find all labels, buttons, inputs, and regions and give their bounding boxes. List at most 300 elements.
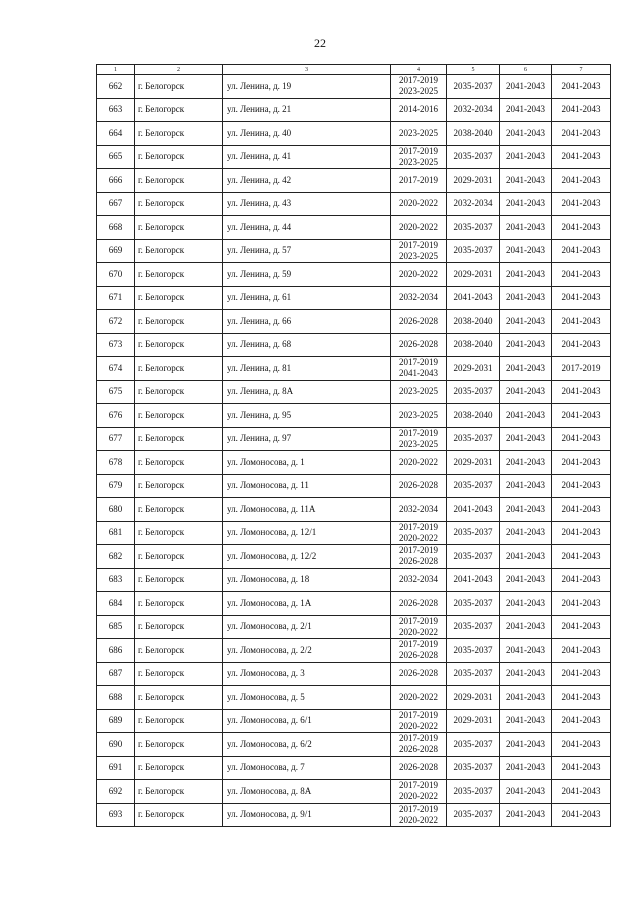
period-col6-cell: 2041-2043 [500,239,552,263]
period-line: 2020-2022 [399,268,438,279]
table-row [97,98,611,122]
period-col5-cell: 2035-2037 [447,803,500,827]
period-col7-cell: 2041-2043 [552,263,611,287]
period-line: 2023-2025 [399,386,438,397]
city-cell: г. Белогорск [135,380,223,404]
table-row [97,263,611,287]
address-cell: ул. Ленина, д. 21 [223,98,391,122]
city-cell: г. Белогорск [135,803,223,827]
period-line: 2026-2028 [399,650,438,661]
period-col4-cell [391,521,447,545]
city-cell: г. Белогорск [135,216,223,240]
row-number: 676 [97,404,135,428]
period-col6-cell: 2041-2043 [500,122,552,146]
table-row [97,662,611,686]
period-col4-cell [391,756,447,780]
period-col7-cell: 2041-2043 [552,75,611,99]
table-row [97,192,611,216]
period-col7-cell: 2041-2043 [552,98,611,122]
period-col5-cell: 2038-2040 [447,404,500,428]
period-col6-cell: 2041-2043 [500,333,552,357]
table-row [97,216,611,240]
address-cell: ул. Ломоносова, д. 9/1 [223,803,391,827]
period-col4-cell [391,98,447,122]
period-line: 2032-2034 [399,503,438,514]
period-col4-cell [391,239,447,263]
column-header: 6 [500,65,552,75]
period-col7-cell: 2041-2043 [552,333,611,357]
row-number: 685 [97,615,135,639]
period-line: 2020-2022 [399,814,438,825]
period-line: 2020-2022 [399,691,438,702]
period-line: 2020-2022 [399,626,438,637]
city-cell: г. Белогорск [135,756,223,780]
period-col5-cell: 2029-2031 [447,263,500,287]
period-col6-cell: 2041-2043 [500,568,552,592]
address-cell: ул. Ломоносова, д. 1 [223,451,391,475]
period-col7-cell: 2041-2043 [552,568,611,592]
period-col4-cell [391,404,447,428]
table-row [97,803,611,827]
city-cell: г. Белогорск [135,310,223,334]
address-cell: ул. Ломоносова, д. 8А [223,780,391,804]
table-row [97,310,611,334]
period-col7-cell: 2041-2043 [552,639,611,663]
period-col5-cell: 2035-2037 [447,427,500,451]
row-number: 663 [97,98,135,122]
period-col4-cell [391,192,447,216]
period-line: 2023-2025 [399,409,438,420]
period-line: 2026-2028 [399,744,438,755]
row-number: 682 [97,545,135,569]
period-col4-cell [391,709,447,733]
city-cell: г. Белогорск [135,662,223,686]
table-row [97,733,611,757]
period-col6-cell: 2041-2043 [500,216,552,240]
column-header: 3 [223,65,391,75]
period-line: 2020-2022 [399,198,438,209]
city-cell: г. Белогорск [135,263,223,287]
period-col4-cell [391,592,447,616]
period-col4-cell [391,474,447,498]
row-number: 670 [97,263,135,287]
period-col6-cell: 2041-2043 [500,404,552,428]
address-cell: ул. Ломоносова, д. 6/1 [223,709,391,733]
period-col6-cell: 2041-2043 [500,75,552,99]
row-number: 689 [97,709,135,733]
period-col5-cell: 2035-2037 [447,639,500,663]
period-line: 2026-2028 [399,339,438,350]
city-cell: г. Белогорск [135,169,223,193]
row-number: 666 [97,169,135,193]
period-line: 2014-2016 [399,104,438,115]
page-number: 22 [314,36,326,50]
period-col5-cell: 2038-2040 [447,333,500,357]
period-col6-cell: 2041-2043 [500,615,552,639]
period-line: 2017-2019 [399,75,438,86]
period-line: 2026-2028 [399,597,438,608]
period-line: 2023-2025 [399,86,438,97]
period-col6-cell: 2041-2043 [500,357,552,381]
period-col4-cell [391,286,447,310]
period-col5-cell: 2035-2037 [447,239,500,263]
period-line: 2020-2022 [399,791,438,802]
table-row [97,75,611,99]
city-cell: г. Белогорск [135,145,223,169]
period-line: 2017-2019 [399,427,438,438]
period-col7-cell: 2041-2043 [552,169,611,193]
period-col6-cell: 2041-2043 [500,686,552,710]
address-cell: ул. Ломоносова, д. 2/1 [223,615,391,639]
address-cell: ул. Ломоносова, д. 12/1 [223,521,391,545]
city-cell: г. Белогорск [135,98,223,122]
address-cell: ул. Ломоносова, д. 12/2 [223,545,391,569]
table-row [97,474,611,498]
period-col6-cell: 2041-2043 [500,451,552,475]
period-col6-cell: 2041-2043 [500,709,552,733]
period-line: 2017-2019 [399,709,438,720]
period-col6-cell: 2041-2043 [500,263,552,287]
period-col5-cell: 2029-2031 [447,169,500,193]
period-col4-cell [391,427,447,451]
period-col6-cell: 2041-2043 [500,427,552,451]
period-line: 2017-2019 [399,357,438,368]
period-line: 2017-2019 [399,239,438,250]
period-col5-cell: 2035-2037 [447,145,500,169]
city-cell: г. Белогорск [135,192,223,216]
period-col6-cell: 2041-2043 [500,592,552,616]
address-cell: ул. Ломоносова, д. 5 [223,686,391,710]
table-row [97,568,611,592]
table-row [97,239,611,263]
address-cell: ул. Ленина, д. 66 [223,310,391,334]
row-number: 688 [97,686,135,710]
period-col7-cell: 2041-2043 [552,756,611,780]
table-row [97,709,611,733]
period-line: 2017-2019 [399,145,438,156]
row-number: 675 [97,380,135,404]
period-col7-cell: 2041-2043 [552,615,611,639]
table-row [97,756,611,780]
city-cell: г. Белогорск [135,333,223,357]
period-line: 2032-2034 [399,574,438,585]
row-number: 683 [97,568,135,592]
table-row [97,498,611,522]
period-line: 2017-2019 [399,174,438,185]
city-cell: г. Белогорск [135,239,223,263]
period-col7-cell: 2041-2043 [552,427,611,451]
period-line: 2017-2019 [399,521,438,532]
period-col4-cell [391,75,447,99]
period-col7-cell: 2041-2043 [552,451,611,475]
row-number: 684 [97,592,135,616]
period-col6-cell: 2041-2043 [500,380,552,404]
period-col4-cell [391,498,447,522]
address-cell: ул. Ломоносова, д. 18 [223,568,391,592]
period-col6-cell: 2041-2043 [500,192,552,216]
period-col4-cell [391,357,447,381]
table-row [97,780,611,804]
period-col4-cell [391,263,447,287]
period-col7-cell: 2041-2043 [552,310,611,334]
period-col7-cell: 2041-2043 [552,380,611,404]
table-row [97,357,611,381]
period-col7-cell: 2041-2043 [552,545,611,569]
period-col7-cell: 2041-2043 [552,803,611,827]
period-line: 2041-2043 [399,368,438,379]
table-row [97,451,611,475]
period-col7-cell: 2041-2043 [552,404,611,428]
period-col5-cell: 2035-2037 [447,615,500,639]
period-col5-cell: 2035-2037 [447,662,500,686]
period-col7-cell: 2017-2019 [552,357,611,381]
row-number: 662 [97,75,135,99]
address-cell: ул. Ломоносова, д. 1А [223,592,391,616]
period-col5-cell: 2035-2037 [447,756,500,780]
period-col5-cell: 2041-2043 [447,568,500,592]
table-row [97,380,611,404]
period-col6-cell: 2041-2043 [500,780,552,804]
period-col5-cell: 2035-2037 [447,733,500,757]
period-col7-cell: 2041-2043 [552,192,611,216]
period-line: 2020-2022 [399,221,438,232]
period-col5-cell: 2029-2031 [447,709,500,733]
period-line: 2023-2025 [399,438,438,449]
period-col4-cell [391,545,447,569]
period-col6-cell: 2041-2043 [500,98,552,122]
table-row [97,639,611,663]
period-col5-cell: 2041-2043 [447,286,500,310]
table-row [97,686,611,710]
address-cell: ул. Ленина, д. 44 [223,216,391,240]
period-col6-cell: 2041-2043 [500,756,552,780]
address-cell: ул. Ленина, д. 40 [223,122,391,146]
period-line: 2026-2028 [399,668,438,679]
period-col5-cell: 2035-2037 [447,521,500,545]
table-row [97,404,611,428]
city-cell: г. Белогорск [135,75,223,99]
row-number: 668 [97,216,135,240]
period-line: 2023-2025 [399,127,438,138]
city-cell: г. Белогорск [135,357,223,381]
city-cell: г. Белогорск [135,474,223,498]
period-col5-cell: 2038-2040 [447,122,500,146]
period-col6-cell: 2041-2043 [500,803,552,827]
period-col7-cell: 2041-2043 [552,686,611,710]
period-col5-cell: 2035-2037 [447,380,500,404]
period-col7-cell: 2041-2043 [552,286,611,310]
period-col4-cell [391,803,447,827]
row-number: 673 [97,333,135,357]
period-line: 2017-2019 [399,545,438,556]
row-number: 686 [97,639,135,663]
address-cell: ул. Ленина, д. 81 [223,357,391,381]
period-line: 2017-2019 [399,639,438,650]
column-header: 1 [97,65,135,75]
period-col4-cell [391,122,447,146]
table-row [97,286,611,310]
row-number: 687 [97,662,135,686]
period-col4-cell [391,615,447,639]
column-header: 5 [447,65,500,75]
period-line: 2026-2028 [399,762,438,773]
period-col4-cell [391,216,447,240]
period-line: 2026-2028 [399,315,438,326]
period-col4-cell [391,733,447,757]
period-col7-cell: 2041-2043 [552,474,611,498]
period-col5-cell: 2035-2037 [447,592,500,616]
city-cell: г. Белогорск [135,615,223,639]
address-cell: ул. Ломоносова, д. 11А [223,498,391,522]
period-col4-cell [391,780,447,804]
city-cell: г. Белогорск [135,404,223,428]
period-col7-cell: 2041-2043 [552,122,611,146]
row-number: 665 [97,145,135,169]
table-row [97,169,611,193]
period-line: 2032-2034 [399,292,438,303]
period-line: 2026-2028 [399,556,438,567]
row-number: 672 [97,310,135,334]
city-cell: г. Белогорск [135,639,223,663]
period-line: 2023-2025 [399,156,438,167]
period-col5-cell: 2035-2037 [447,75,500,99]
period-col7-cell: 2041-2043 [552,521,611,545]
address-cell: ул. Ленина, д. 57 [223,239,391,263]
period-col7-cell: 2041-2043 [552,216,611,240]
city-cell: г. Белогорск [135,568,223,592]
row-number: 669 [97,239,135,263]
period-col6-cell: 2041-2043 [500,662,552,686]
period-col6-cell: 2041-2043 [500,733,552,757]
city-cell: г. Белогорск [135,780,223,804]
address-cell: ул. Ленина, д. 42 [223,169,391,193]
address-cell: ул. Ленина, д. 61 [223,286,391,310]
address-cell: ул. Ленина, д. 97 [223,427,391,451]
period-line: 2026-2028 [399,480,438,491]
period-col4-cell [391,333,447,357]
period-col6-cell: 2041-2043 [500,286,552,310]
period-col5-cell: 2035-2037 [447,474,500,498]
period-col7-cell: 2041-2043 [552,733,611,757]
period-col7-cell: 2041-2043 [552,709,611,733]
city-cell: г. Белогорск [135,451,223,475]
period-col4-cell [391,568,447,592]
period-line: 2023-2025 [399,250,438,261]
period-col5-cell: 2029-2031 [447,686,500,710]
period-col5-cell: 2035-2037 [447,216,500,240]
row-number: 679 [97,474,135,498]
housing-schedule-table [96,64,611,827]
city-cell: г. Белогорск [135,545,223,569]
table-row [97,145,611,169]
city-cell: г. Белогорск [135,709,223,733]
period-line: 2017-2019 [399,615,438,626]
column-header: 4 [391,65,447,75]
period-col5-cell: 2041-2043 [447,498,500,522]
row-number: 664 [97,122,135,146]
address-cell: ул. Ломоносова, д. 6/2 [223,733,391,757]
period-col5-cell: 2035-2037 [447,545,500,569]
city-cell: г. Белогорск [135,592,223,616]
period-line: 2017-2019 [399,803,438,814]
period-col6-cell: 2041-2043 [500,498,552,522]
address-cell: ул. Ленина, д. 19 [223,75,391,99]
period-line: 2017-2019 [399,780,438,791]
period-col6-cell: 2041-2043 [500,545,552,569]
table-row [97,545,611,569]
period-col7-cell: 2041-2043 [552,592,611,616]
column-header: 2 [135,65,223,75]
period-col5-cell: 2029-2031 [447,451,500,475]
period-col4-cell [391,639,447,663]
address-cell: ул. Ломоносова, д. 11 [223,474,391,498]
address-cell: ул. Ленина, д. 43 [223,192,391,216]
row-number: 690 [97,733,135,757]
period-col5-cell: 2032-2034 [447,98,500,122]
row-number: 692 [97,780,135,804]
period-col4-cell [391,169,447,193]
row-number: 674 [97,357,135,381]
period-col5-cell: 2032-2034 [447,192,500,216]
period-col6-cell: 2041-2043 [500,310,552,334]
address-cell: ул. Ломоносова, д. 3 [223,662,391,686]
period-col6-cell: 2041-2043 [500,169,552,193]
period-line: 2020-2022 [399,532,438,543]
city-cell: г. Белогорск [135,286,223,310]
period-col4-cell [391,451,447,475]
table-row [97,427,611,451]
row-number: 678 [97,451,135,475]
address-cell: ул. Ленина, д. 59 [223,263,391,287]
period-col6-cell: 2041-2043 [500,521,552,545]
period-col7-cell: 2041-2043 [552,239,611,263]
table-row [97,592,611,616]
city-cell: г. Белогорск [135,521,223,545]
column-header: 7 [552,65,611,75]
table-row [97,122,611,146]
period-col4-cell [391,662,447,686]
period-line: 2017-2019 [399,733,438,744]
row-number: 693 [97,803,135,827]
period-col6-cell: 2041-2043 [500,474,552,498]
row-number: 677 [97,427,135,451]
period-col5-cell: 2038-2040 [447,310,500,334]
address-cell: ул. Ленина, д. 8А [223,380,391,404]
row-number: 681 [97,521,135,545]
period-col6-cell: 2041-2043 [500,639,552,663]
address-cell: ул. Ленина, д. 41 [223,145,391,169]
period-col4-cell [391,380,447,404]
address-cell: ул. Ломоносова, д. 7 [223,756,391,780]
period-col5-cell: 2035-2037 [447,780,500,804]
period-col4-cell [391,310,447,334]
table-row [97,521,611,545]
period-col4-cell [391,686,447,710]
city-cell: г. Белогорск [135,427,223,451]
address-cell: ул. Ломоносова, д. 2/2 [223,639,391,663]
row-number: 667 [97,192,135,216]
period-line: 2020-2022 [399,720,438,731]
table-row [97,333,611,357]
table-header-row [97,65,611,75]
address-cell: ул. Ленина, д. 68 [223,333,391,357]
address-cell: ул. Ленина, д. 95 [223,404,391,428]
row-number: 680 [97,498,135,522]
city-cell: г. Белогорск [135,686,223,710]
city-cell: г. Белогорск [135,498,223,522]
period-col7-cell: 2041-2043 [552,662,611,686]
period-line: 2020-2022 [399,456,438,467]
